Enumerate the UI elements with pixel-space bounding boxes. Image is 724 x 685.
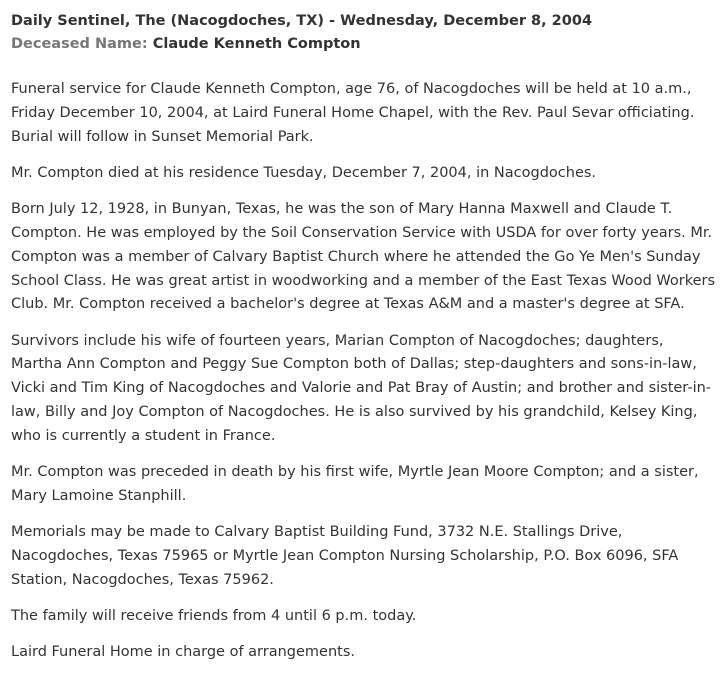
deceased-line [11, 33, 716, 56]
obituary-article [11, 78, 716, 665]
paragraph-survivors: Survivors include his wife of fourteen years, Marian Compton of Nacogdoches; daughters, Martha Ann Compton and Peggy Sue Compton both of Dallas; step-daughters and sons-in-law, Vicki and Tim King of Nacogdoches and Valorie and Pat Bray of Austin; and brother and sister-in-law, Billy and Joy Compton of Nacogdoches. He is also survived by his grandchild, Kelsey King, who is currently a student in France. [11, 332, 712, 444]
paragraph-death: Mr. Compton died at his residence Tuesday, December 7, 2004, in Nacogdoches. [11, 164, 597, 181]
publication-name: Daily Sentinel, The (Nacogdoches, TX) [11, 13, 325, 29]
paragraph-memorials: Memorials may be made to Calvary Baptist Building Fund, 3732 N.E. Stallings Drive, Nacogdoches, Texas 75965 or Myrtle Jean Compton Nursing Scholarship, P.O. Box 6096, SFA Station, Nacogdoches, Texas 75962. [11, 524, 679, 588]
header-separator: - [324, 13, 341, 29]
publication-line [11, 10, 716, 33]
deceased-label: Deceased Name: [11, 36, 148, 52]
publication-date: Wednesday, December 8, 2004 [340, 13, 593, 29]
paragraph-arrangements: Laird Funeral Home in charge of arrangements. [11, 644, 356, 661]
paragraph-visitation: The family will receive friends from 4 until 6 p.m. today. [11, 608, 417, 625]
paragraph-funeral-service: Funeral service for Claude Kenneth Compton, age 76, of Nacogdoches will be held at 10 a.m., Friday December 10, 2004, at Laird Funeral Home Chapel, with the Rev. Paul Sevar officiating. Burial will follow in Sunset Memorial Park. [11, 81, 695, 145]
paragraph-biography: Born July 12, 1928, in Bunyan, Texas, he was the son of Mary Hanna Maxwell and Claude T. Compton. He was employed by the Soil Conservation Service with USDA for over forty years. Mr. Compton was a member of Calvary Baptist Church where he attended the Go Ye Men's Sunday School Class. He was great artist in woodworking and a member of the East Texas Wood Workers Club. Mr. Compton received a bachelor's degree at Texas A&M and a master's degree at SFA. [11, 201, 716, 313]
deceased-name: Claude Kenneth Compton [152, 36, 361, 52]
paragraph-preceded: Mr. Compton was preceded in death by his first wife, Myrtle Jean Moore Compton; and a sister, Mary Lamoine Stanphill. [11, 464, 699, 504]
